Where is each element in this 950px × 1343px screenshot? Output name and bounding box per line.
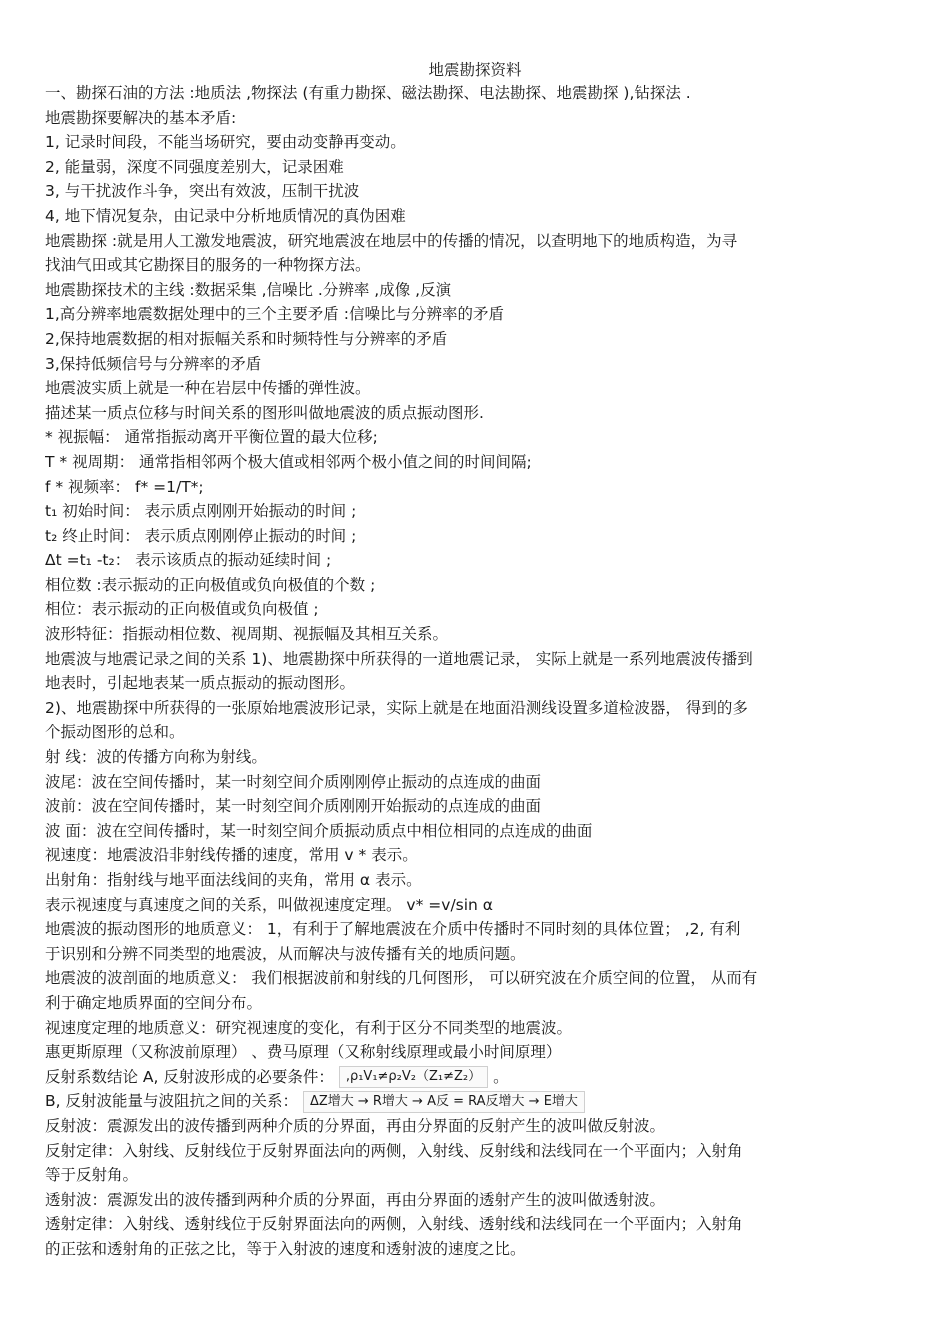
text-line: 找油气田或其它勘探目的服务的一种物探方法。: [45, 256, 371, 275]
text-line: 3, 与干扰波作斗争，突出有效波，压制干扰波: [45, 182, 360, 201]
text-line: t₂ 终止时间： 表示质点刚刚停止振动的时间 ;: [45, 526, 357, 545]
text-line: 波前：波在空间传播时，某一时刻空间介质刚刚开始振动的点连成的曲面: [45, 797, 542, 816]
text-line: 地震波与地震记录之间的关系 1)、地震勘探中所获得的一道地震记录， 实际上就是一系列地震波传播到: [45, 649, 753, 668]
text-line: 个振动图形的总和。: [45, 723, 185, 742]
text-line: 利于确定地质界面的空间分布。: [45, 993, 263, 1012]
text-line: 的正弦和透射角的正弦之比，等于入射波的速度和透射波的速度之比。: [45, 1239, 526, 1258]
text-line: 波尾：波在空间传播时，某一时刻空间介质刚刚停止振动的点连成的曲面: [45, 772, 542, 791]
text-line: 相位数 :表示振动的正向极值或负向极值的个数 ;: [45, 575, 376, 594]
text-line: 2, 能量弱，深度不同强度差别大，记录困难: [45, 157, 344, 176]
text-line: 视速度定理的地质意义：研究视速度的变化，有利于区分不同类型的地震波。: [45, 1018, 573, 1037]
text-line: 惠更斯原理（又称波前原理） 、费马原理（又称射线原理或最小时间原理）: [45, 1043, 562, 1062]
text-line: * 视振幅： 通常指振动离开平衡位置的最大位移;: [45, 428, 378, 447]
impedance-condition-formula: ,ρ₁V₁≠ρ₂V₂（Z₁≠Z₂）: [339, 1066, 488, 1088]
text-line: 地表时，引起地表某一质点振动的振动图形。: [45, 674, 356, 693]
reflection-condition-tail: 。: [493, 1067, 509, 1086]
text-line: 相位：表示振动的正向极值或负向极值 ;: [45, 600, 319, 619]
text-line: 出射角：指射线与地平面法线间的夹角，常用 α 表示。: [45, 871, 422, 889]
text-line: 地震勘探要解决的基本矛盾:: [45, 108, 237, 127]
text-line: 波 面：波在空间传播时，某一时刻空间介质振动质点中相位相同的点连成的曲面: [45, 821, 593, 840]
text-line: 地震勘探技术的主线 :数据采集 ,信噪比 .分辨率 ,成像 ,反演: [45, 280, 452, 299]
document-body: [45, 81, 915, 1262]
text-line: 于识别和分辨不同类型的地震波，从而解决与波传播有关的地质问题。: [45, 944, 526, 963]
energy-relation-formula: ΔZ增大 → R增大 → A反 = RA反增大 → E增大: [303, 1091, 585, 1113]
text-line: 地震波实质上就是一种在岩层中传播的弹性波。: [45, 379, 371, 398]
text-line: 描述某一质点位移与时间关系的图形叫做地震波的质点振动图形.: [45, 403, 484, 422]
text-line: 反射定律：入射线、反射线位于反射界面法向的两侧，入射线、反射线和法线同在一个平面内；入射角: [45, 1141, 743, 1160]
energy-relation-text: B, 反射波能量与波阻抗之间的关系：: [45, 1092, 298, 1111]
text-line: Δt =t₁ -t₂： 表示该质点的振动延续时间 ;: [45, 551, 332, 570]
reflection-condition-line: [45, 1065, 915, 1090]
text-line: 波形特征：指振动相位数、视周期、视振幅及其相互关系。: [45, 625, 449, 644]
text-line: f * 视频率： f* =1/T*;: [45, 477, 204, 496]
document-title: 地震勘探资料: [428, 61, 522, 79]
text-line: 1,高分辨率地震数据处理中的三个主要矛盾 :信噪比与分辨率的矛盾: [45, 305, 504, 324]
text-line: 等于反射角。: [45, 1166, 139, 1185]
text-line: 地震勘探 :就是用人工激发地震波，研究地震波在地层中的传播的情况，以查明地下的地质构造，为寻: [45, 231, 738, 250]
text-line: 1, 记录时间段，不能当场研究，要由动变静再变动。: [45, 133, 406, 152]
text-line: 2)、地震勘探中所获得的一张原始地震波形记录，实际上就是在地面沿测线设置多道检波器， 得到的多: [45, 698, 748, 717]
text-line: 表示视速度与真速度之间的关系，叫做视速度定理。 v* =v/sin α: [45, 895, 494, 914]
reflection-condition-text: 反射系数结论 A, 反射波形成的必要条件：: [45, 1067, 334, 1086]
text-line: t₁ 初始时间： 表示质点刚刚开始振动的时间 ;: [45, 502, 357, 521]
text-line: T * 视周期： 通常指相邻两个极大值或相邻两个极小值之间的时间间隔;: [45, 452, 532, 471]
text-line: 反射波：震源发出的波传播到两种介质的分界面，再由分界面的反射产生的波叫做反射波。: [45, 1116, 666, 1135]
text-line: 一、勘探石油的方法 :地质法 ,物探法 (有重力勘探、磁法勘探、电法勘探、地震勘探 ),钻探法 .: [45, 84, 691, 102]
text-line: 视速度：地震波沿非射线传播的速度，常用 v * 表示。: [45, 846, 418, 865]
text-line: 地震波的波剖面的地质意义： 我们根据波前和射线的几何图形， 可以研究波在介质空间的位置， 从而有: [45, 969, 758, 988]
text-line: 射 线：波的传播方向称为射线。: [45, 748, 267, 767]
text-line: 地震波的振动图形的地质意义： 1，有利于了解地震波在介质中传播时不同时刻的具体位置； ,2, 有利: [45, 920, 741, 939]
text-line: 4, 地下情况复杂，由记录中分析地质情况的真伪困难: [45, 206, 406, 225]
text-line: 2,保持地震数据的相对振幅关系和时频特性与分辨率的矛盾: [45, 329, 448, 348]
text-line: 3,保持低频信号与分辨率的矛盾: [45, 354, 262, 373]
energy-relation-line: [45, 1089, 915, 1114]
text-line: 透射波：震源发出的波传播到两种介质的分界面，再由分界面的透射产生的波叫做透射波。: [45, 1190, 666, 1209]
text-line: 透射定律：入射线、透射线位于反射界面法向的两侧，入射线、透射线和法线同在一个平面内；入射角: [45, 1215, 743, 1234]
